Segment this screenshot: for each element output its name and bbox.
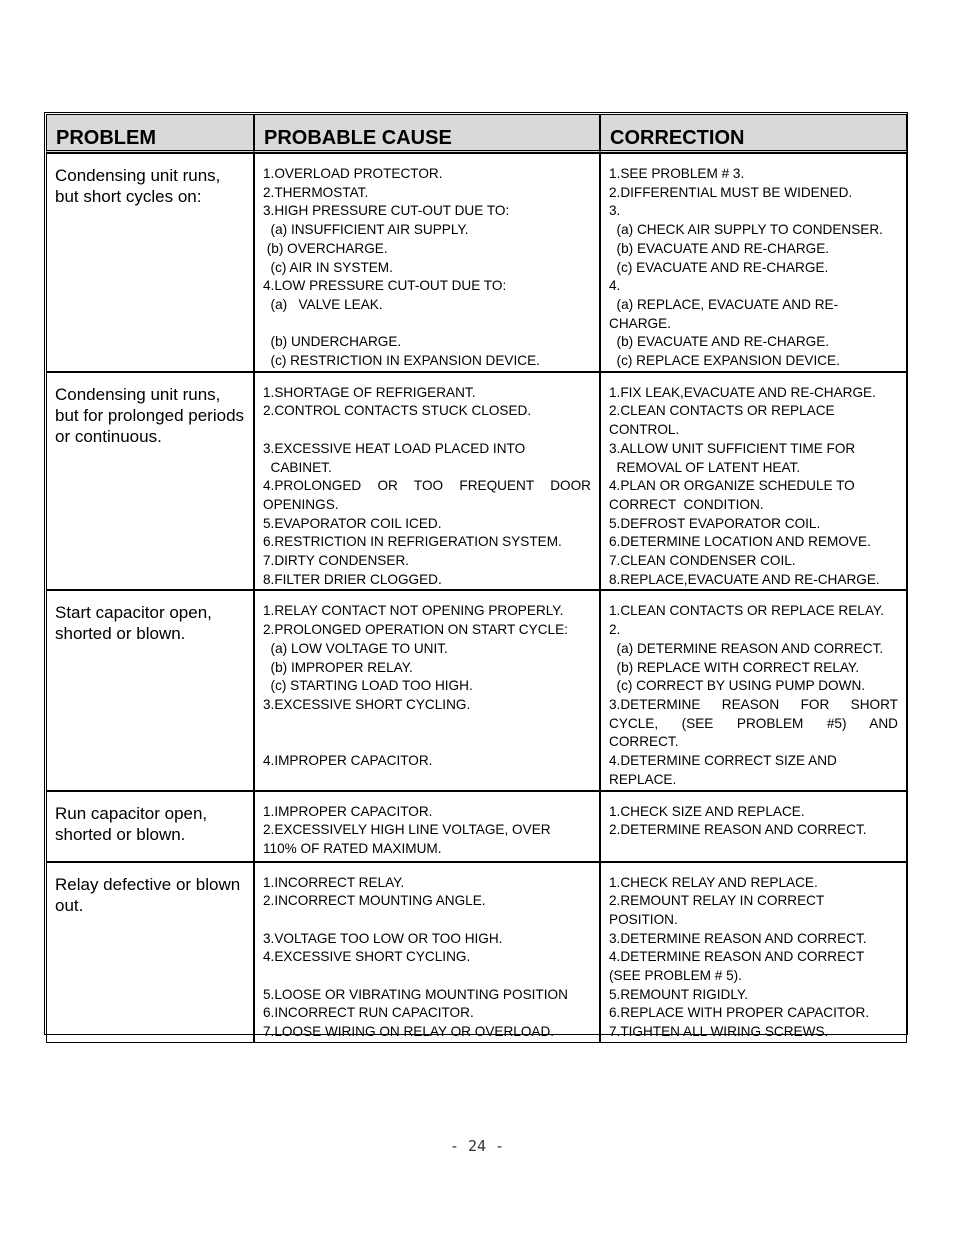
cause-line: 1.SHORTAGE OF REFRIGERANT.	[263, 384, 476, 400]
problem-cell: Relay defective or blown out.	[46, 862, 254, 1043]
table-row	[46, 372, 907, 591]
correction-line: 5.REMOUNT RIGIDLY.	[609, 986, 748, 1002]
cause-line: 2.CONTROL CONTACTS STUCK CLOSED.	[263, 403, 532, 419]
correction-cell	[600, 862, 907, 1043]
correction-line: 1.CLEAN CONTACTS OR REPLACE RELAY.	[609, 603, 884, 619]
cause-line: (b) IMPROPER RELAY.	[263, 659, 413, 675]
header-correction: CORRECTION	[600, 114, 907, 153]
correction-line: (a) REPLACE, EVACUATE AND RE-	[609, 296, 839, 312]
correction-line: REPLACE.	[609, 771, 677, 787]
problem-cell: Condensing unit runs, but short cycles on:	[46, 153, 254, 372]
cause-line: 2.INCORRECT MOUNTING ANGLE.	[263, 893, 486, 909]
correction-line: CORRECT.	[609, 734, 679, 750]
correction-line: (c) CORRECT BY USING PUMP DOWN.	[609, 678, 866, 694]
page-number: - 24 -	[449, 1137, 505, 1155]
cause-line: (b) OVERCHARGE.	[263, 240, 388, 256]
correction-line: (b) EVACUATE AND RE-CHARGE.	[609, 334, 830, 350]
correction-cell	[600, 590, 907, 790]
correction-line: 1.CHECK RELAY AND REPLACE.	[609, 874, 818, 890]
correction-line: 1.FIX LEAK,EVACUATE AND RE-CHARGE.	[609, 384, 876, 400]
cause-line: (a) INSUFFICIENT AIR SUPPLY.	[263, 222, 469, 238]
correction-line: (SEE PROBLEM # 5).	[609, 968, 742, 984]
correction-line: REMOVAL OF LATENT HEAT.	[609, 459, 801, 475]
table-row	[46, 590, 907, 790]
table-row	[46, 153, 907, 372]
cause-line: 4.PROLONGED OR TOO FREQUENT DOOR	[263, 478, 591, 494]
correction-line: 3.	[609, 203, 621, 219]
correction-line: 2.	[609, 622, 621, 638]
correction-line: 3.ALLOW UNIT SUFFICIENT TIME FOR	[609, 440, 856, 456]
cause-line: 3.EXCESSIVE SHORT CYCLING.	[263, 696, 471, 712]
correction-cell	[600, 372, 907, 591]
correction-line: 6.REPLACE WITH PROPER CAPACITOR.	[609, 1005, 870, 1021]
correction-line: CYCLE, (SEE PROBLEM #5) AND	[609, 715, 898, 731]
table-row	[46, 791, 907, 862]
probable-cause-cell	[254, 590, 600, 790]
troubleshooting-table	[46, 114, 907, 1043]
cause-line: 8.FILTER DRIER CLOGGED.	[263, 571, 442, 587]
header-probable-cause: PROBABLE CAUSE	[254, 114, 600, 153]
cause-line: 1.IMPROPER CAPACITOR.	[263, 803, 433, 819]
problem-cell: Start capacitor open, shorted or blown.	[46, 590, 254, 790]
cause-line: 7.LOOSE WIRING ON RELAY OR OVERLOAD.	[263, 1024, 555, 1040]
cause-line: 5.EVAPORATOR COIL ICED.	[263, 515, 442, 531]
correction-cell	[600, 153, 907, 372]
cause-line	[263, 421, 591, 440]
correction-line: (b) EVACUATE AND RE-CHARGE.	[609, 240, 830, 256]
correction-line: 1.CHECK SIZE AND REPLACE.	[609, 803, 805, 819]
correction-line: 5.DEFROST EVAPORATOR COIL.	[609, 515, 821, 531]
cause-line: (b) UNDERCHARGE.	[263, 334, 402, 350]
problem-cell: Run capacitor open, shorted or blown.	[46, 791, 254, 862]
correction-line: CORRECT CONDITION.	[609, 496, 764, 512]
cause-line: 2.THERMOSTAT.	[263, 184, 369, 200]
cause-line: (a) VALVE LEAK.	[263, 296, 383, 312]
correction-line: 3.DETERMINE REASON AND CORRECT.	[609, 930, 867, 946]
correction-line: 6.DETERMINE LOCATION AND REMOVE.	[609, 534, 871, 550]
correction-line: (b) REPLACE WITH CORRECT RELAY.	[609, 659, 860, 675]
correction-line: (a) CHECK AIR SUPPLY TO CONDENSER.	[609, 222, 883, 238]
cause-line: OPENINGS.	[263, 496, 339, 512]
cause-line: 3.VOLTAGE TOO LOW OR TOO HIGH.	[263, 930, 503, 946]
correction-line: 3.DETERMINE REASON FOR SHORT	[609, 696, 898, 712]
correction-line: CHARGE.	[609, 315, 671, 331]
cause-line	[263, 911, 591, 930]
cause-line: 1.OVERLOAD PROTECTOR.	[263, 166, 443, 181]
cause-line: 2.PROLONGED OPERATION ON START CYCLE:	[263, 622, 568, 638]
cause-line: 3.HIGH PRESSURE CUT-OUT DUE TO:	[263, 203, 510, 219]
correction-line: 4.	[609, 278, 621, 294]
correction-line: 7.TIGHTEN ALL WIRING SCREWS.	[609, 1024, 829, 1040]
correction-line: 2.DETERMINE REASON AND CORRECT.	[609, 822, 867, 838]
correction-line: 2.CLEAN CONTACTS OR REPLACE	[609, 403, 835, 419]
correction-line: POSITION.	[609, 911, 678, 927]
header-row	[46, 114, 907, 153]
cause-line	[263, 315, 591, 334]
cause-line: (a) LOW VOLTAGE TO UNIT.	[263, 640, 448, 656]
cause-line	[263, 715, 591, 734]
probable-cause-cell	[254, 153, 600, 372]
correction-cell	[600, 791, 907, 862]
correction-line: (a) DETERMINE REASON AND CORRECT.	[609, 640, 884, 656]
correction-line: 2.DIFFERENTIAL MUST BE WIDENED.	[609, 184, 853, 200]
header-problem: PROBLEM	[46, 114, 254, 153]
cause-line: CABINET.	[263, 459, 332, 475]
cause-line	[263, 967, 591, 986]
cause-line: 7.DIRTY CONDENSER.	[263, 553, 410, 569]
table-row	[46, 862, 907, 1043]
correction-line: 1.SEE PROBLEM # 3.	[609, 166, 745, 181]
correction-line: 8.REPLACE,EVACUATE AND RE-CHARGE.	[609, 571, 880, 587]
cause-line	[263, 733, 591, 752]
correction-line: (c) EVACUATE AND RE-CHARGE.	[609, 259, 829, 275]
correction-line: (c) REPLACE EXPANSION DEVICE.	[609, 353, 840, 369]
cause-line: 110% OF RATED MAXIMUM.	[263, 840, 442, 856]
correction-line: 4.DETERMINE CORRECT SIZE AND	[609, 753, 837, 769]
cause-line: 4.EXCESSIVE SHORT CYCLING.	[263, 949, 471, 965]
correction-line: 4.PLAN OR ORGANIZE SCHEDULE TO	[609, 478, 855, 494]
correction-line: 7.CLEAN CONDENSER COIL.	[609, 553, 796, 569]
correction-line: 4.DETERMINE REASON AND CORRECT	[609, 949, 865, 965]
cause-line: 4.IMPROPER CAPACITOR.	[263, 753, 433, 769]
cause-line: 2.EXCESSIVELY HIGH LINE VOLTAGE, OVER	[263, 822, 551, 838]
probable-cause-cell	[254, 791, 600, 862]
cause-line: 6.RESTRICTION IN REFRIGERATION SYSTEM.	[263, 534, 562, 550]
problem-cell: Condensing unit runs, but for prolonged periods or continuous.	[46, 372, 254, 591]
probable-cause-cell	[254, 862, 600, 1043]
cause-line: 4.LOW PRESSURE CUT-OUT DUE TO:	[263, 278, 507, 294]
cause-line: 1.INCORRECT RELAY.	[263, 874, 405, 890]
cause-line: 5.LOOSE OR VIBRATING MOUNTING POSITION	[263, 986, 568, 1002]
correction-line: 2.REMOUNT RELAY IN CORRECT	[609, 893, 825, 909]
cause-line: 6.INCORRECT RUN CAPACITOR.	[263, 1005, 474, 1021]
cause-line: (c) RESTRICTION IN EXPANSION DEVICE.	[263, 353, 540, 369]
correction-line: CONTROL.	[609, 422, 680, 438]
cause-line: (c) AIR IN SYSTEM.	[263, 259, 393, 275]
probable-cause-cell	[254, 372, 600, 591]
cause-line: 3.EXCESSIVE HEAT LOAD PLACED INTO	[263, 440, 526, 456]
cause-line: (c) STARTING LOAD TOO HIGH.	[263, 678, 473, 694]
cause-line: 1.RELAY CONTACT NOT OPENING PROPERLY.	[263, 603, 564, 619]
